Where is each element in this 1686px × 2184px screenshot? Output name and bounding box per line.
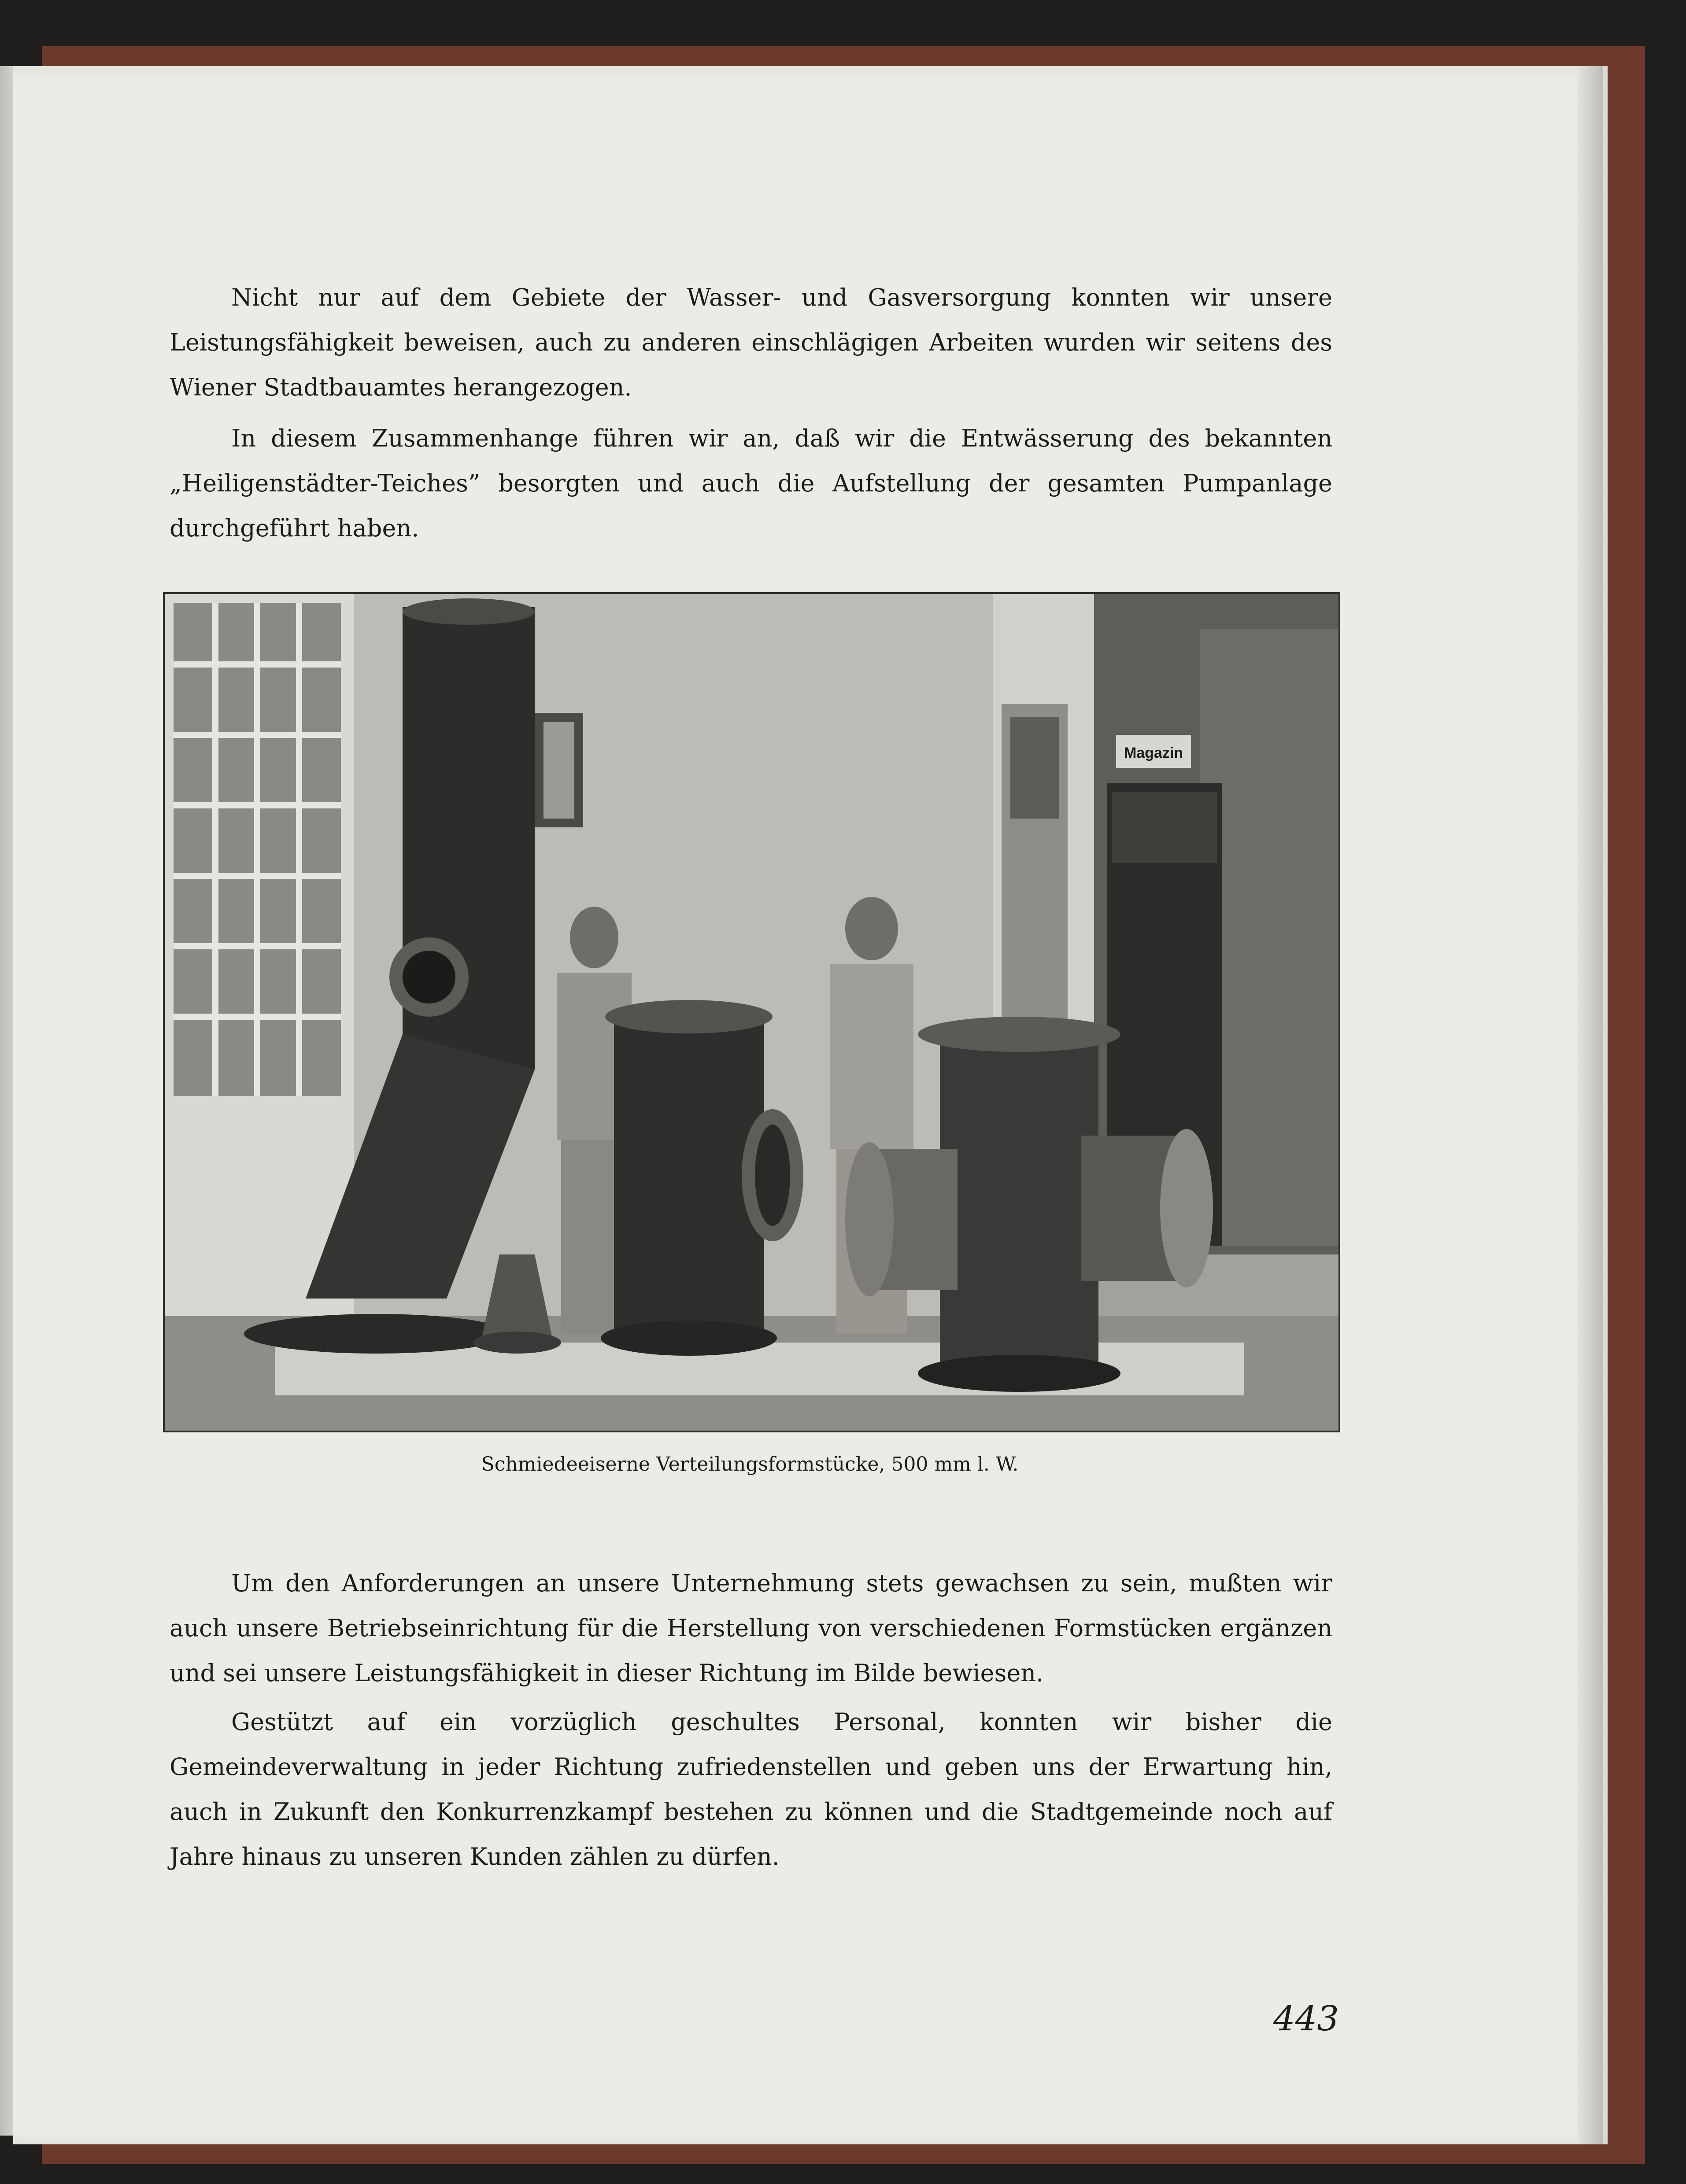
page-number: 443 bbox=[1273, 1999, 1339, 2039]
photograph-pipe-fittings bbox=[163, 592, 1340, 1432]
paragraph-3: Um den Anforderungen an unsere Unternehmung stets gewachsen zu sein, mußten wir auch unsere Betriebseinrichtung für die Herstellung von verschiedenen Formstücken ergänzen und sei unsere Leistungsfähigkeit in dieser Richtung im Bilde bewiesen. bbox=[170, 1569, 1332, 1687]
magazin-sign: Magazin bbox=[1124, 745, 1183, 761]
page-gutter bbox=[1577, 66, 1603, 2144]
paragraph-4: Gestützt auf ein vorzüglich geschultes Personal, konnten wir bisher die Gemeindeverwaltung in jeder Richtung zufriedenstellen und geben uns der Erwartung hin, auch in Zukunft den Konkurrenzkampf bestehen zu können und die Stadtgemeinde noch auf Jahre hinaus zu unseren Kunden zählen zu dürfen. bbox=[170, 1708, 1332, 1870]
paragraph-1: Nicht nur auf dem Gebiete der Wasser- und Gasversorgung konnten wir unsere Leistungsfähigkeit beweisen, auch zu anderen einschlägigen Arbeiten wurden wir seitens des Wiener Stadtbauamtes herangezogen. bbox=[170, 284, 1332, 401]
paragraph-2: In diesem Zusammenhange führen wir an, daß wir die Entwässerung des bekannten „Heiligenstädter-Teiches” besorgten und auch die Aufstellung der gesamten Pumpanlage durchgeführt haben. bbox=[170, 424, 1332, 542]
photo-caption: Schmiedeeiserne Verteilungsformstücke, 500 mm l. W. bbox=[481, 1453, 1019, 1476]
